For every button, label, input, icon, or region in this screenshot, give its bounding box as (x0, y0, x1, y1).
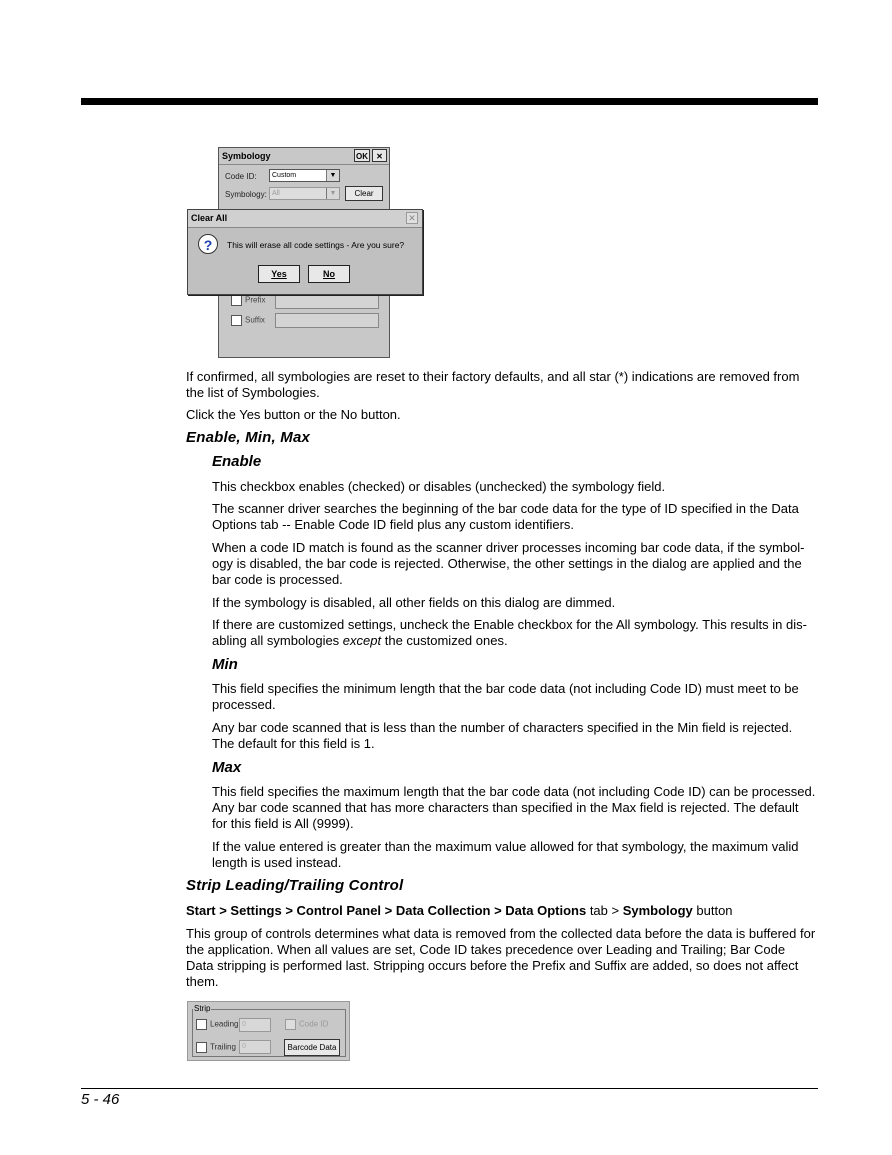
paragraph: If there are customized settings, uncheck the Enable checkbox for the All symbology. This results in dis- (212, 617, 807, 632)
paragraph: them. (186, 974, 219, 989)
paragraph: Any bar code scanned that is less than the number of characters specified in the Min field is rejected. (212, 720, 793, 735)
paragraph: for this field is All (9999). (212, 816, 354, 831)
paragraph: Any bar code scanned that has more characters than specified in the Max field is rejected. The default (212, 800, 799, 815)
symbology-value: All (272, 190, 280, 197)
paragraph: If confirmed, all symbologies are reset to their factory defaults, and all star (*) indications are removed from (186, 369, 800, 384)
paragraph: This checkbox enables (checked) or disables (unchecked) the symbology field. (212, 479, 666, 494)
clear-all-dialog (187, 209, 423, 295)
section-heading: Strip Leading/Trailing Control (186, 877, 404, 894)
paragraph (212, 633, 508, 649)
paragraph: Options tab -- Enable Code ID field plus any custom identifiers. (212, 517, 575, 532)
prefix-label: Prefix (245, 295, 266, 305)
paragraph: The scanner driver searches the beginning of the bar code data for the type of ID specified in the Data (212, 501, 799, 516)
ok-button[interactable]: OK (354, 149, 370, 162)
barcode-data-button[interactable]: Barcode Data (284, 1039, 340, 1056)
code-id-label: Code ID (299, 1019, 329, 1029)
paragraph: When a code ID match is found as the scanner driver processes incoming bar code data, if the symbol- (212, 540, 805, 555)
clear-all-titlebar (188, 210, 422, 228)
paragraph: bar code is processed. (212, 572, 343, 587)
code-id-checkbox[interactable] (285, 1019, 296, 1030)
clear-all-message: This will erase all code settings - Are you sure? (227, 240, 405, 250)
footer-rule (81, 1088, 818, 1089)
paragraph: Click the Yes button or the No button. (186, 407, 401, 422)
paragraph: This group of controls determines what data is removed from the collected data before the data is buffered for (186, 926, 816, 941)
trailing-checkbox[interactable] (196, 1042, 207, 1053)
emphasis: except (342, 633, 382, 648)
close-icon[interactable]: ✕ (406, 212, 418, 224)
header-rule (81, 98, 818, 105)
symbology-select[interactable] (269, 187, 340, 200)
suffix-checkbox[interactable] (231, 315, 242, 326)
close-icon[interactable]: ✕ (372, 149, 387, 162)
trailing-field[interactable]: 0 (239, 1040, 271, 1054)
subsection-heading: Max (212, 759, 242, 776)
paragraph: If the symbology is disabled, all other fields on this dialog are dimmed. (212, 595, 616, 610)
leading-checkbox-row[interactable] (196, 1019, 238, 1030)
paragraph: The default for this field is 1. (212, 736, 375, 751)
prefix-field[interactable] (275, 294, 379, 309)
text-run: tab > (586, 903, 623, 918)
leading-field[interactable]: 0 (239, 1018, 271, 1032)
text-run: the customized ones. (381, 633, 508, 648)
subsection-heading: Enable (212, 453, 262, 470)
trailing-label: Trailing (210, 1042, 236, 1052)
code-id-select[interactable] (269, 169, 340, 182)
menu-path (186, 903, 733, 919)
no-button[interactable]: No (308, 265, 350, 283)
suffix-checkbox-row[interactable] (231, 315, 265, 326)
suffix-label: Suffix (245, 315, 265, 325)
strip-legend: Strip (194, 1004, 211, 1013)
code-id-label: Code ID: (225, 172, 257, 181)
code-id-value: Custom (272, 172, 297, 179)
chevron-down-icon: ▼ (326, 188, 339, 199)
paragraph: the list of Symbologies. (186, 385, 320, 400)
strip-panel-screenshot (187, 1001, 350, 1061)
paragraph: processed. (212, 697, 276, 712)
suffix-field[interactable] (275, 313, 379, 328)
leading-label: Leading (210, 1019, 239, 1029)
paragraph: This field specifies the maximum length that the bar code data (not including Code ID) can be processed. (212, 784, 816, 799)
question-icon: ? (198, 234, 218, 254)
subsection-heading: Min (212, 656, 238, 673)
paragraph: Data stripping is performed last. Stripping occurs before the Prefix and Suffix are added, so does not affect (186, 958, 799, 973)
paragraph: This field specifies the minimum length that the bar code data (not including Code ID) must meet to be (212, 681, 799, 696)
path-bold: Start > Settings > Control Panel > Data Collection > Data Options (186, 903, 587, 918)
prefix-checkbox[interactable] (231, 295, 242, 306)
paragraph: the application. When all values are set, Code ID takes precedence over Leading and Trailing; Bar Code (186, 942, 786, 957)
chevron-down-icon: ▼ (326, 170, 339, 181)
symbology-dialog-titlebar (219, 148, 389, 165)
path-bold: Symbology (622, 903, 693, 918)
clear-button[interactable]: Clear (345, 186, 383, 201)
symbology-dialog-title: Symbology (222, 151, 271, 161)
leading-checkbox[interactable] (196, 1019, 207, 1030)
prefix-checkbox-row[interactable] (231, 295, 265, 306)
text-run: button (692, 903, 733, 918)
clear-all-title: Clear All (191, 213, 228, 223)
text-run: abling all symbologies (212, 633, 343, 648)
symbology-screenshot (185, 145, 425, 360)
yes-button[interactable]: Yes (258, 265, 300, 283)
page-number: 5 - 46 (81, 1091, 120, 1108)
paragraph: ogy is disabled, the bar code is rejected. Otherwise, the other settings in the dialog are applied and the (212, 556, 802, 571)
paragraph: If the value entered is greater than the maximum value allowed for that symbology, the maximum valid (212, 839, 799, 854)
symbology-label: Symbology: (225, 190, 267, 199)
paragraph: length is used instead. (212, 855, 342, 870)
section-heading: Enable, Min, Max (186, 429, 311, 446)
code-id-checkbox-row[interactable] (285, 1019, 328, 1030)
trailing-checkbox-row[interactable] (196, 1042, 236, 1053)
